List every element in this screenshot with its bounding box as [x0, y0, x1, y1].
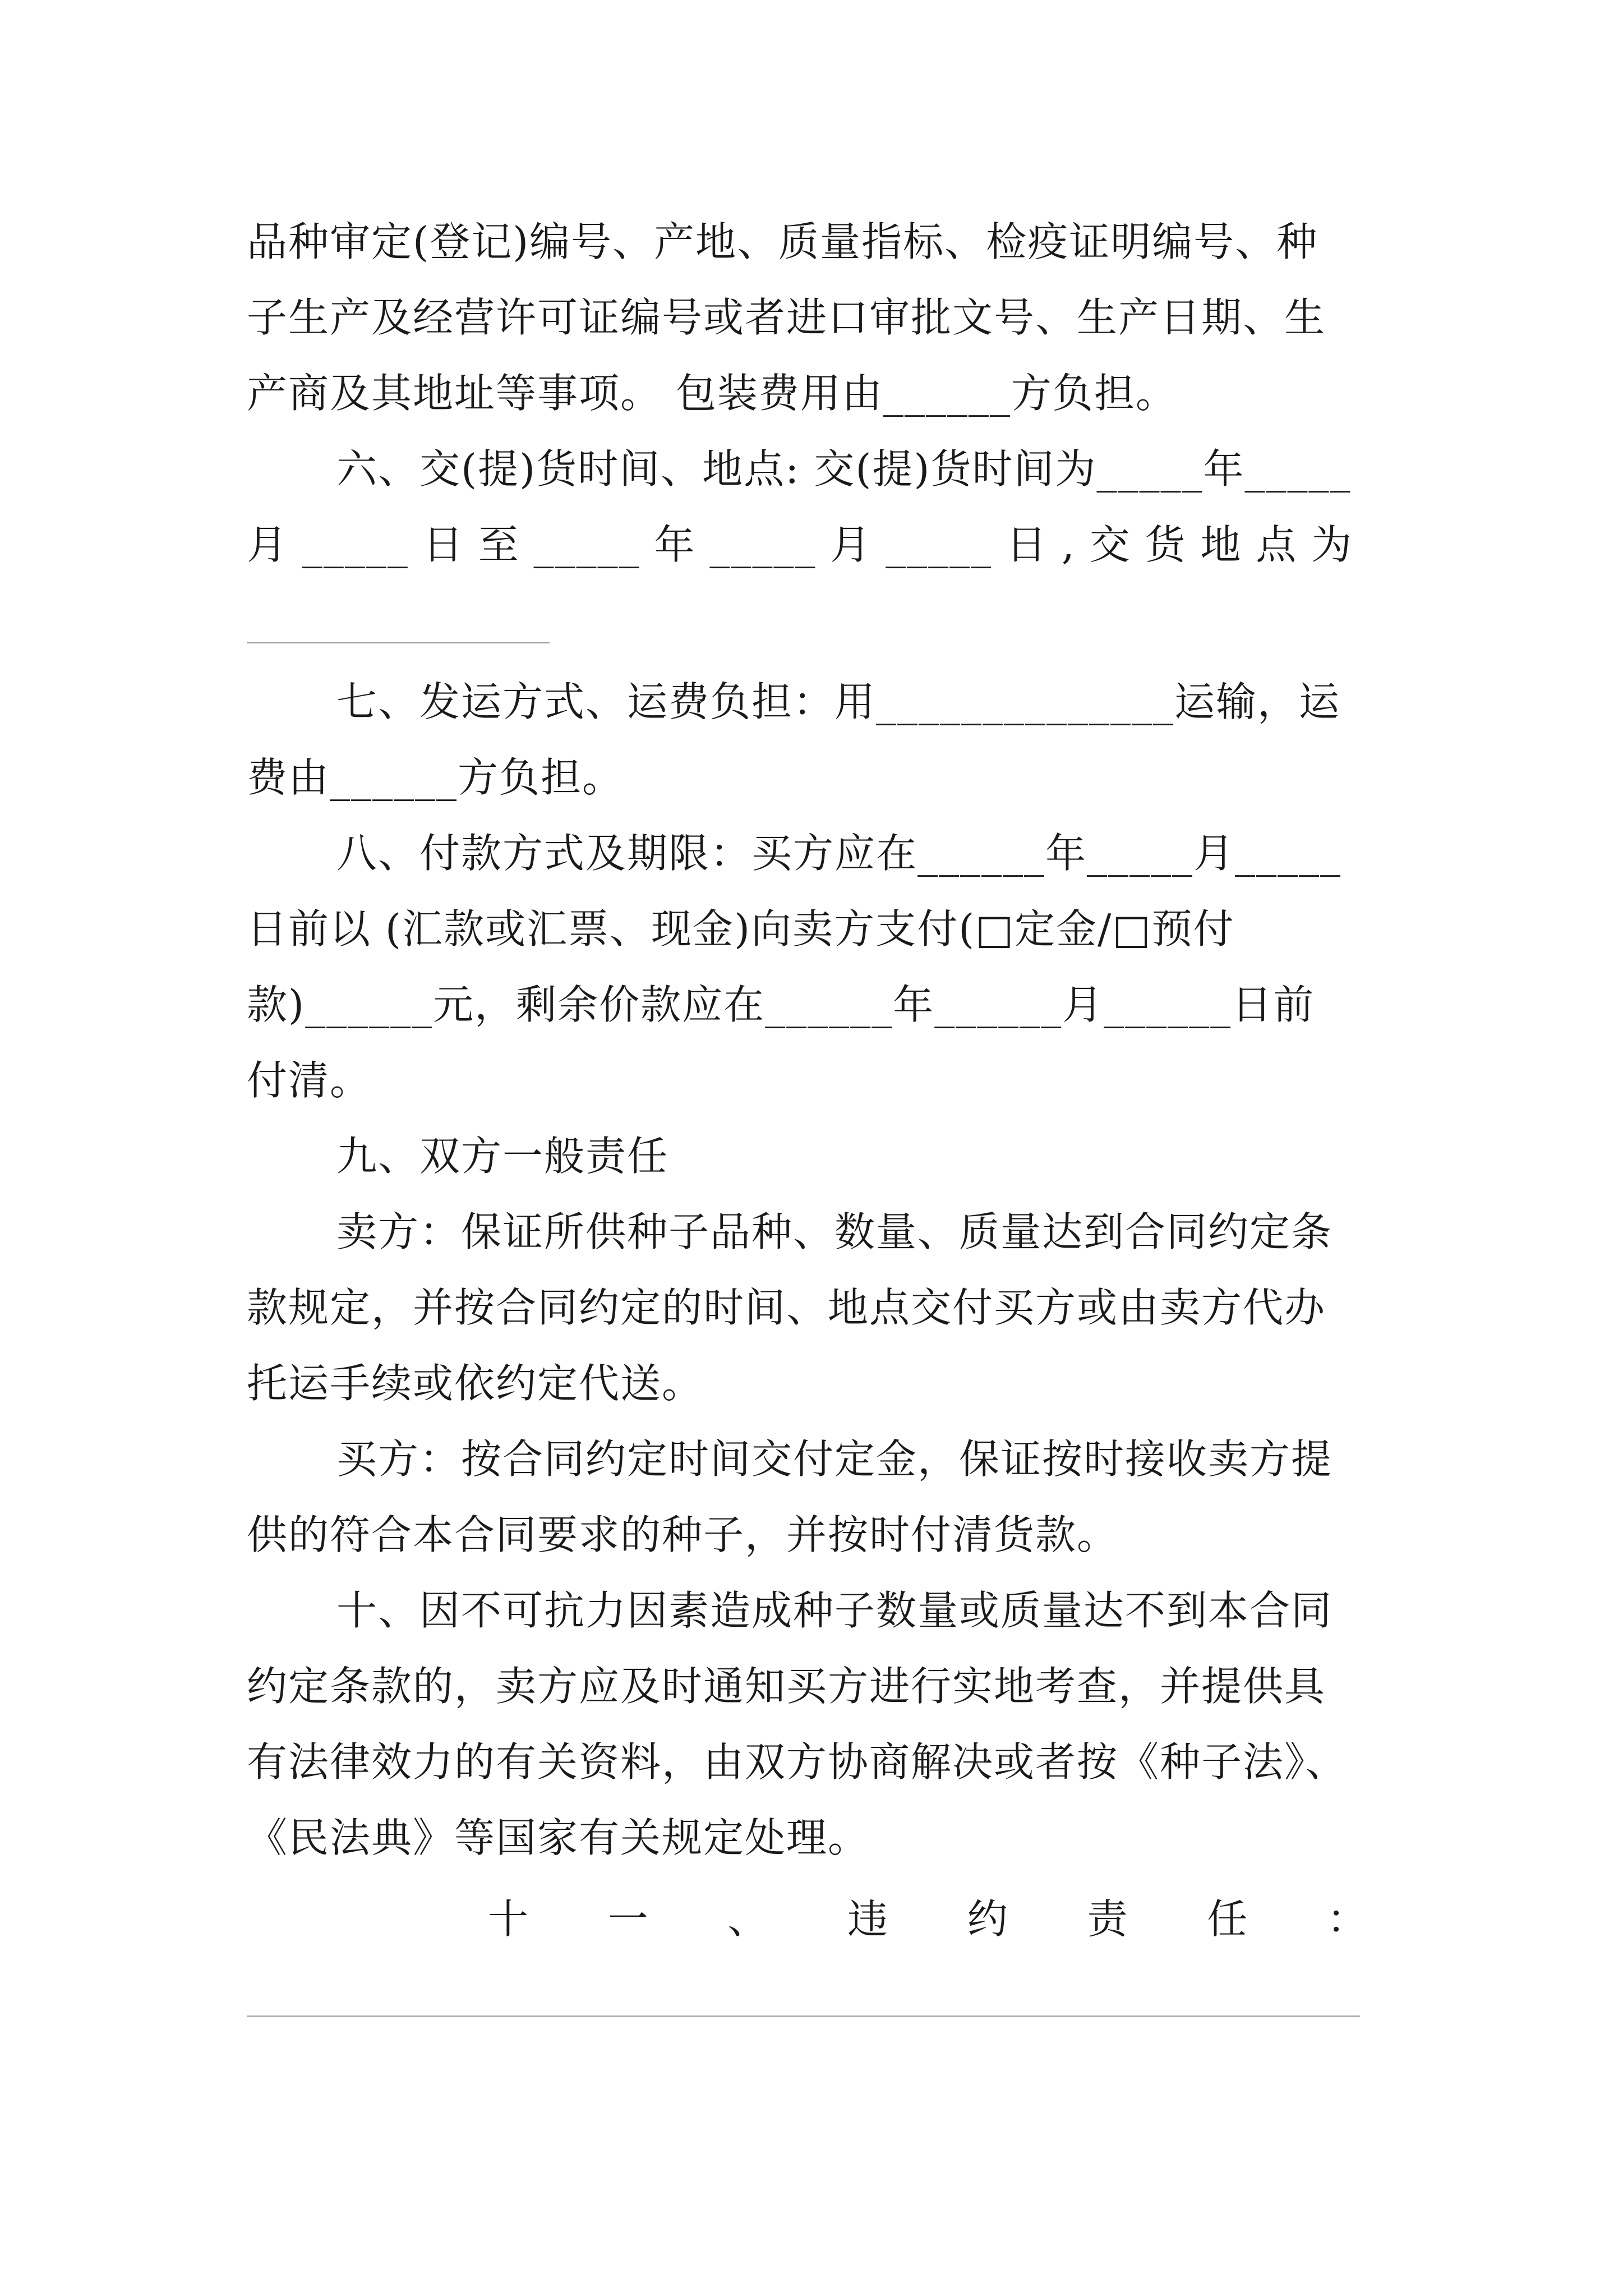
buyer-duty-line: 买方：按合同约定时间交付定金，保证按时接收卖方提	[336, 1435, 1333, 1483]
section-11-heading	[488, 1895, 1368, 1943]
paragraph-line: 子生产及经营许可证编号或者进口审批文号、生产日期、生	[247, 294, 1326, 341]
paragraph-line: 托运手续或依约定代送。	[247, 1360, 704, 1407]
paragraph-line: 付清。	[247, 1057, 372, 1104]
heading-char: 、	[727, 1895, 769, 1943]
paragraph-line: 费由______方负担。	[247, 754, 624, 801]
paragraph-line: 品种审定(登记)编号、产地、质量指标、检疫证明编号、种	[247, 218, 1318, 265]
paragraph-line: 供的符合本合同要求的种子，并按时付清货款。	[247, 1511, 1119, 1558]
paragraph-line: 日前以 (汇款或汇票、现金)向卖方支付(□定金/□预付	[247, 905, 1235, 953]
blank-underline	[247, 642, 550, 643]
section-8-heading: 八、付款方式及期限：买方应在______年_____月_____	[336, 830, 1342, 877]
heading-char: 任	[1207, 1895, 1249, 1943]
paragraph-line: 《民法典》等国家有关规定处理。	[247, 1814, 870, 1861]
section-7-heading: 七、发运方式、运费负担：用______________运输，运	[336, 678, 1341, 725]
paragraph-line: 款规定，并按合同约定的时间、地点交付买方或由卖方代办	[247, 1284, 1326, 1331]
paragraph-line: 款)______元，剩余价款应在______年______月______日前	[247, 981, 1315, 1028]
section-9-heading: 九、双方一般责任	[336, 1133, 669, 1180]
section-10-heading: 十、因不可抗力因素造成种子数量或质量达不到本合同	[336, 1587, 1333, 1634]
heading-char: 违	[847, 1895, 889, 1943]
heading-char: 责	[1087, 1895, 1129, 1943]
paragraph-line: 有法律效力的有关资料，由双方协商解决或者按《种子法》、	[247, 1738, 1348, 1786]
blank-underline	[247, 2016, 1360, 2017]
heading-char: ：	[1326, 1895, 1368, 1943]
heading-char: 十	[488, 1895, 530, 1943]
paragraph-line: 约定条款的，卖方应及时通知买方进行实地考查，并提供具	[247, 1663, 1326, 1710]
heading-char: 一	[607, 1895, 649, 1943]
paragraph-line: 月 _____ 日 至 _____ 年 _____ 月 _____ 日 , 交 货 地 点 为	[247, 521, 1353, 568]
section-6-heading: 六、交(提)货时间、地点: 交(提)货时间为_____年_____	[336, 445, 1352, 493]
paragraph-line: 产商及其地址等事项。 包装费用由______方负担。	[247, 370, 1177, 417]
seller-duty-line: 卖方：保证所供种子品种、数量、质量达到合同约定条	[336, 1208, 1333, 1255]
heading-char: 约	[967, 1895, 1009, 1943]
